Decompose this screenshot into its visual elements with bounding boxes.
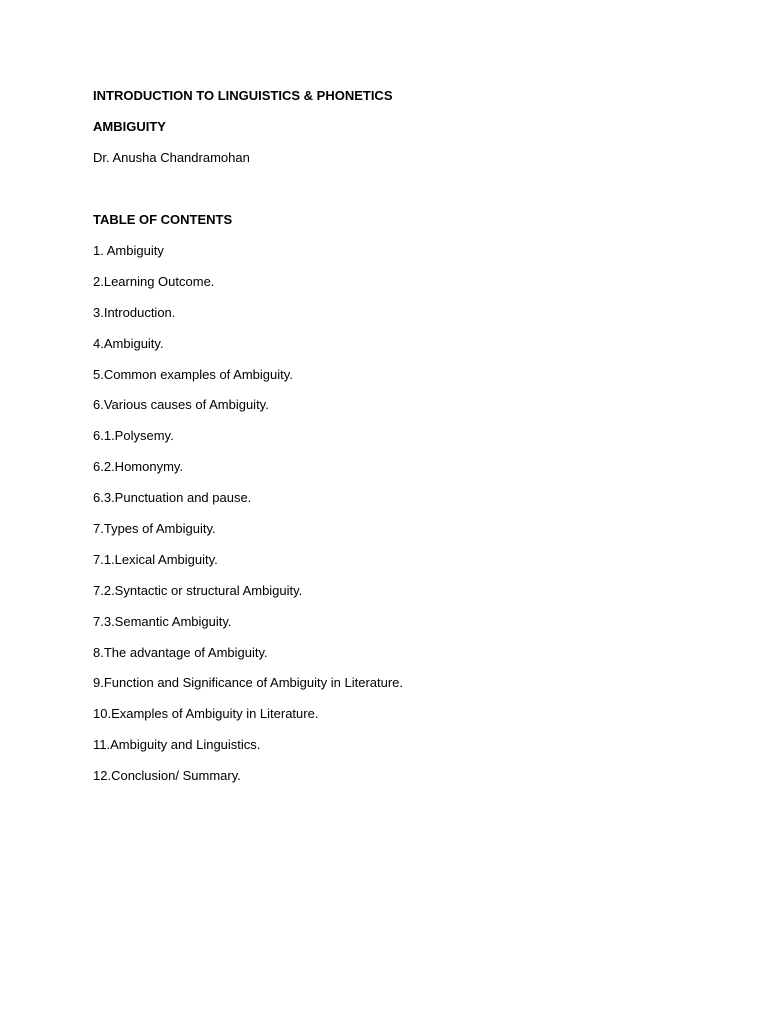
toc-item: 6.Various causes of Ambiguity. bbox=[93, 397, 269, 413]
toc-item: 7.2.Syntactic or structural Ambiguity. bbox=[93, 582, 303, 598]
spacer bbox=[93, 179, 693, 210]
toc-item: 8.The advantage of Ambiguity. bbox=[93, 644, 268, 660]
toc-item: 7.3.Semantic Ambiguity. bbox=[93, 613, 232, 629]
author-name: Dr. Anusha Chandramohan bbox=[93, 150, 250, 165]
toc-item: 5.Common examples of Ambiguity. bbox=[93, 366, 293, 382]
toc-item: 7.Types of Ambiguity. bbox=[93, 521, 216, 537]
toc-item: 1. Ambiguity bbox=[93, 243, 164, 258]
document-page bbox=[93, 86, 693, 797]
toc-item: 10.Examples of Ambiguity in Literature. bbox=[93, 706, 319, 722]
toc-item: 6.1.Polysemy. bbox=[93, 428, 174, 444]
toc-item: 12.Conclusion/ Summary. bbox=[93, 768, 241, 784]
course-title: INTRODUCTION TO LINGUISTICS & PHONETICS bbox=[93, 88, 393, 103]
toc-list bbox=[93, 241, 693, 797]
toc-heading: TABLE OF CONTENTS bbox=[93, 212, 233, 227]
toc-item: 7.1.Lexical Ambiguity. bbox=[93, 551, 218, 567]
toc-item: 3.Introduction. bbox=[93, 304, 176, 320]
toc-item: 6.3.Punctuation and pause. bbox=[93, 490, 252, 506]
toc-item: 4.Ambiguity. bbox=[93, 335, 164, 351]
topic-title: AMBIGUITY bbox=[93, 119, 166, 134]
toc-item: 9.Function and Significance of Ambiguity in Literature. bbox=[93, 675, 404, 691]
toc-item: 6.2.Homonymy. bbox=[93, 459, 184, 475]
toc-item: 11.Ambiguity and Linguistics. bbox=[93, 737, 261, 753]
toc-item: 2.Learning Outcome. bbox=[93, 273, 215, 289]
